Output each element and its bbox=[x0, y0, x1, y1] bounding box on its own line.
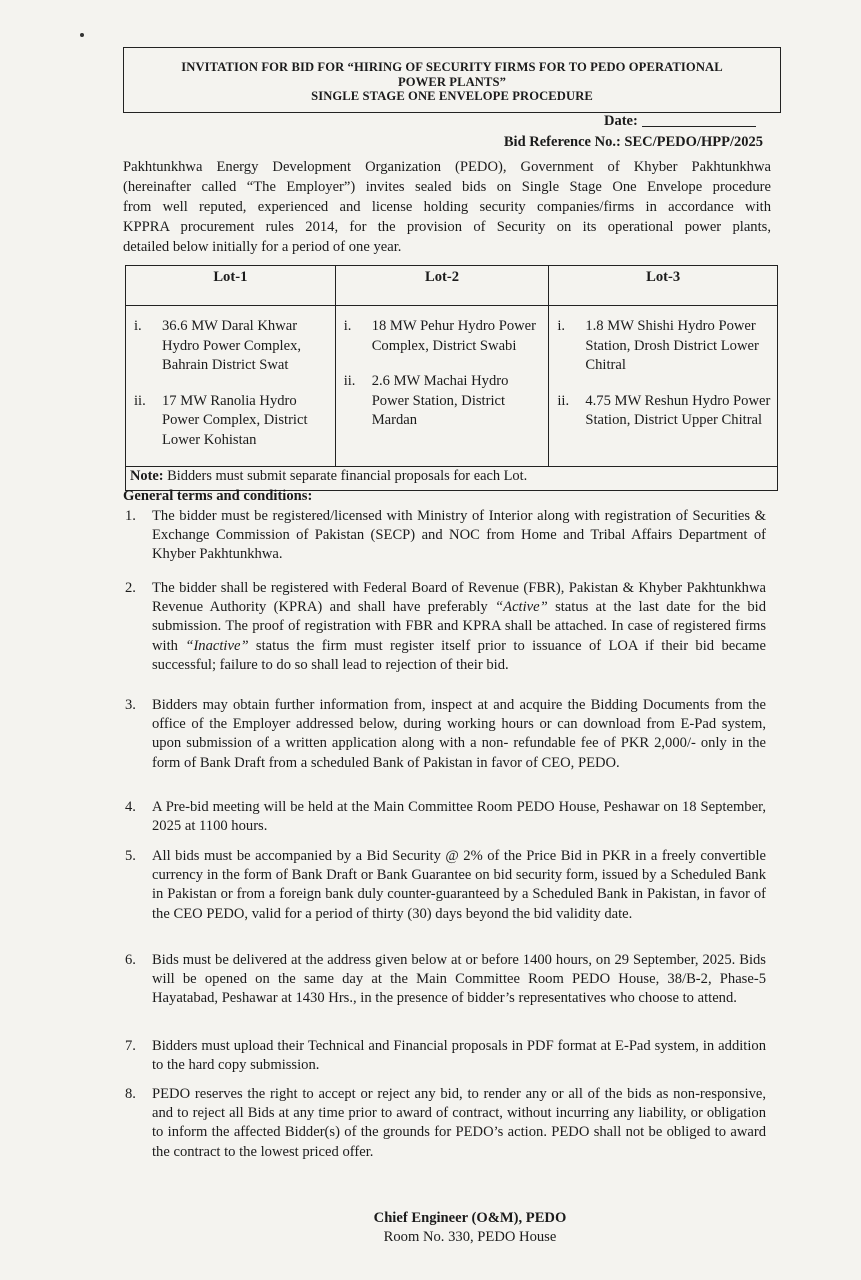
term-number: 1. bbox=[125, 508, 136, 524]
term-text-part: The bidder shall be registered with Federal Board of Revenue (FBR), Pakistan & Khyber Pakhtunkhwa Revenue Authority (KPRA) and shall have preferably bbox=[152, 580, 766, 616]
signatory-title: Chief Engineer (O&M), PEDO bbox=[373, 1210, 567, 1226]
lot-item bbox=[336, 317, 549, 356]
term-text: Bidders must upload their Technical and Financial proposals in PDF format at E-Pad system, in addition to the hard copy submission. bbox=[152, 1038, 766, 1074]
term-text: Bidders may obtain further information from, inspect at and acquire the Bidding Documents from the office of the Employer addressed below, during working hours or can download from E-Pad system, upon submission of a written application along with a non- refundable fee of PKR 2,000/- only in the form of Bank Draft from a scheduled Bank of Pakistan in favor of CEO, PEDO. bbox=[152, 697, 766, 771]
lots-table bbox=[125, 265, 778, 491]
lot-item-number: ii. bbox=[557, 392, 570, 409]
lot-2-header: Lot-2 bbox=[335, 266, 549, 306]
lot-item-number: ii. bbox=[343, 373, 356, 389]
title-line-1: INVITATION FOR BID FOR “HIRING OF SECURITY FIRMS FOR TO PEDO OPERATIONAL bbox=[181, 60, 723, 74]
title-line-2: POWER PLANTS” bbox=[397, 74, 506, 89]
term-emphasis-active: “Active” bbox=[495, 599, 548, 616]
intro-paragraph bbox=[123, 157, 771, 257]
term-number: 5. bbox=[125, 848, 136, 864]
lot-item-text: 17 MW Ranolia Hydro Power Complex, District Lower Kohistan bbox=[162, 392, 308, 448]
intro-line: (hereinafter called “The Employer”) invites sealed bids on Single Stage One Envelope procedure bbox=[123, 179, 771, 195]
term-text: Bids must be delivered at the address given below at or before 1400 hours, on 29 September, 2025. Bids will be opened on the same day at the Main Committee Room PEDO House, 38/B-2, Phase-5 Hayatabad, Peshawar at 1430 Hrs., in the presence of bidder’s representatives who choose to attend. bbox=[152, 952, 766, 1007]
signatory-address: Room No. 330, PEDO House bbox=[383, 1229, 557, 1245]
note-label: Note: bbox=[130, 468, 164, 484]
lots-body-row bbox=[126, 306, 778, 467]
term-number: 3. bbox=[125, 697, 136, 713]
lot-item-text: 4.75 MW Reshun Hydro Power Station, District Upper Chitral bbox=[585, 392, 771, 428]
lot-3-cell bbox=[549, 306, 778, 467]
term-text: The bidder must be registered/licensed with Ministry of Interior along with registration of Securities & Exchange Commission of Pakistan (SECP) and NOC from Home and Tribal Affairs Department of Khyber Pakhtunkhwa. bbox=[152, 508, 766, 563]
ink-dot bbox=[80, 33, 84, 37]
term-text-part: status at the last date for the bid submission. The proof of registration with FBR and KPRA shall be attached. In case of registered firms with bbox=[152, 599, 766, 654]
date-label: Date: bbox=[604, 113, 638, 129]
term-item bbox=[125, 507, 766, 565]
lot-item-text: 2.6 MW Machai Hydro Power Station, District Mardan bbox=[371, 373, 509, 428]
intro-line: detailed below initially for a period of one year. bbox=[123, 239, 402, 255]
lot-item bbox=[336, 372, 549, 431]
bid-reference: Bid Reference No.: SEC/PEDO/HPP/2025 bbox=[503, 134, 763, 150]
lot-item-text: 36.6 MW Daral Khwar Hydro Power Complex, Bahrain District Swat bbox=[162, 318, 302, 373]
term-item bbox=[125, 847, 766, 924]
lot-item-number: i. bbox=[557, 318, 566, 334]
note-text: Bidders must submit separate financial proposals for each Lot. bbox=[163, 468, 528, 484]
lot-item-number: ii. bbox=[134, 392, 146, 409]
term-item bbox=[125, 1037, 766, 1075]
lot-item-number: i. bbox=[134, 318, 142, 334]
intro-line: Pakhtunkhwa Energy Development Organization (PEDO), Government of Khyber Pakhtunkhwa bbox=[123, 159, 771, 175]
lot-item bbox=[126, 317, 335, 376]
intro-line: from well reputed, experienced and license holding security companies/firms in accordance with bbox=[123, 199, 771, 215]
lot-1-header: Lot-1 bbox=[126, 266, 336, 306]
term-number: 7. bbox=[125, 1038, 136, 1054]
intro-line: KPPRA procurement rules 2014, for the provision of Security on its operational power plants, bbox=[123, 219, 771, 235]
lot-item bbox=[549, 317, 777, 376]
term-item bbox=[125, 798, 766, 836]
lots-note-row bbox=[126, 467, 778, 491]
term-emphasis-inactive: “Inactive” bbox=[185, 637, 249, 654]
date-blank-line bbox=[642, 126, 756, 127]
term-number: 2. bbox=[125, 580, 136, 596]
lots-header-row bbox=[126, 266, 778, 306]
lot-1-cell bbox=[126, 306, 336, 467]
lot-2-cell bbox=[335, 306, 549, 467]
term-number: 8. bbox=[125, 1086, 136, 1102]
lot-item-number: i. bbox=[343, 318, 352, 334]
title-box bbox=[123, 47, 781, 113]
lot-item bbox=[549, 392, 777, 431]
lots-note bbox=[126, 467, 778, 491]
title-line-3: SINGLE STAGE ONE ENVELOPE PROCEDURE bbox=[311, 89, 593, 103]
term-number: 6. bbox=[125, 952, 136, 968]
term-text: PEDO reserves the right to accept or reject any bid, to render any or all of the bids as non-responsive, and to reject all Bids at any time prior to award of contract, without incurring any liability, or obligation to inform the affected Bidder(s) of the grounds for PEDO’s action. PEDO shall not be obliged to award the contract to the lowest priced offer. bbox=[152, 1086, 766, 1160]
signature-block bbox=[360, 1209, 580, 1247]
term-text bbox=[152, 579, 766, 675]
general-terms-heading: General terms and conditions: bbox=[123, 488, 313, 504]
term-item bbox=[125, 1085, 766, 1162]
lot-item-text: 18 MW Pehur Hydro Power Complex, District Swabi bbox=[371, 318, 536, 354]
term-text-part: status the firm must register itself prior to issuance of LOA if their bid became successful; failure to do so shall lead to rejection of their bid. bbox=[152, 637, 767, 673]
term-text: A Pre-bid meeting will be held at the Main Committee Room PEDO House, Peshawar on 18 September, 2025 at 1100 hours. bbox=[152, 799, 766, 835]
lot-item-text: 1.8 MW Shishi Hydro Power Station, Drosh District Lower Chitral bbox=[585, 318, 759, 373]
term-text: All bids must be accompanied by a Bid Security @ 2% of the Price Bid in PKR in a freely convertible currency in the form of Bank Draft or Bank Guarantee on bid security form, issued by a Scheduled Bank in Pakistan or from a foreign bank duly counter-guaranteed by a Scheduled Bank in Pakistan, in favor of the CEO PEDO, valid for a period of thirty (30) days beyond the bid validity date. bbox=[152, 848, 766, 922]
term-number: 4. bbox=[125, 799, 136, 815]
term-item bbox=[125, 696, 766, 773]
lot-item bbox=[126, 392, 335, 451]
term-item bbox=[125, 951, 766, 1009]
date-row bbox=[604, 113, 756, 130]
term-item bbox=[125, 579, 766, 675]
lot-3-header: Lot-3 bbox=[549, 266, 778, 306]
